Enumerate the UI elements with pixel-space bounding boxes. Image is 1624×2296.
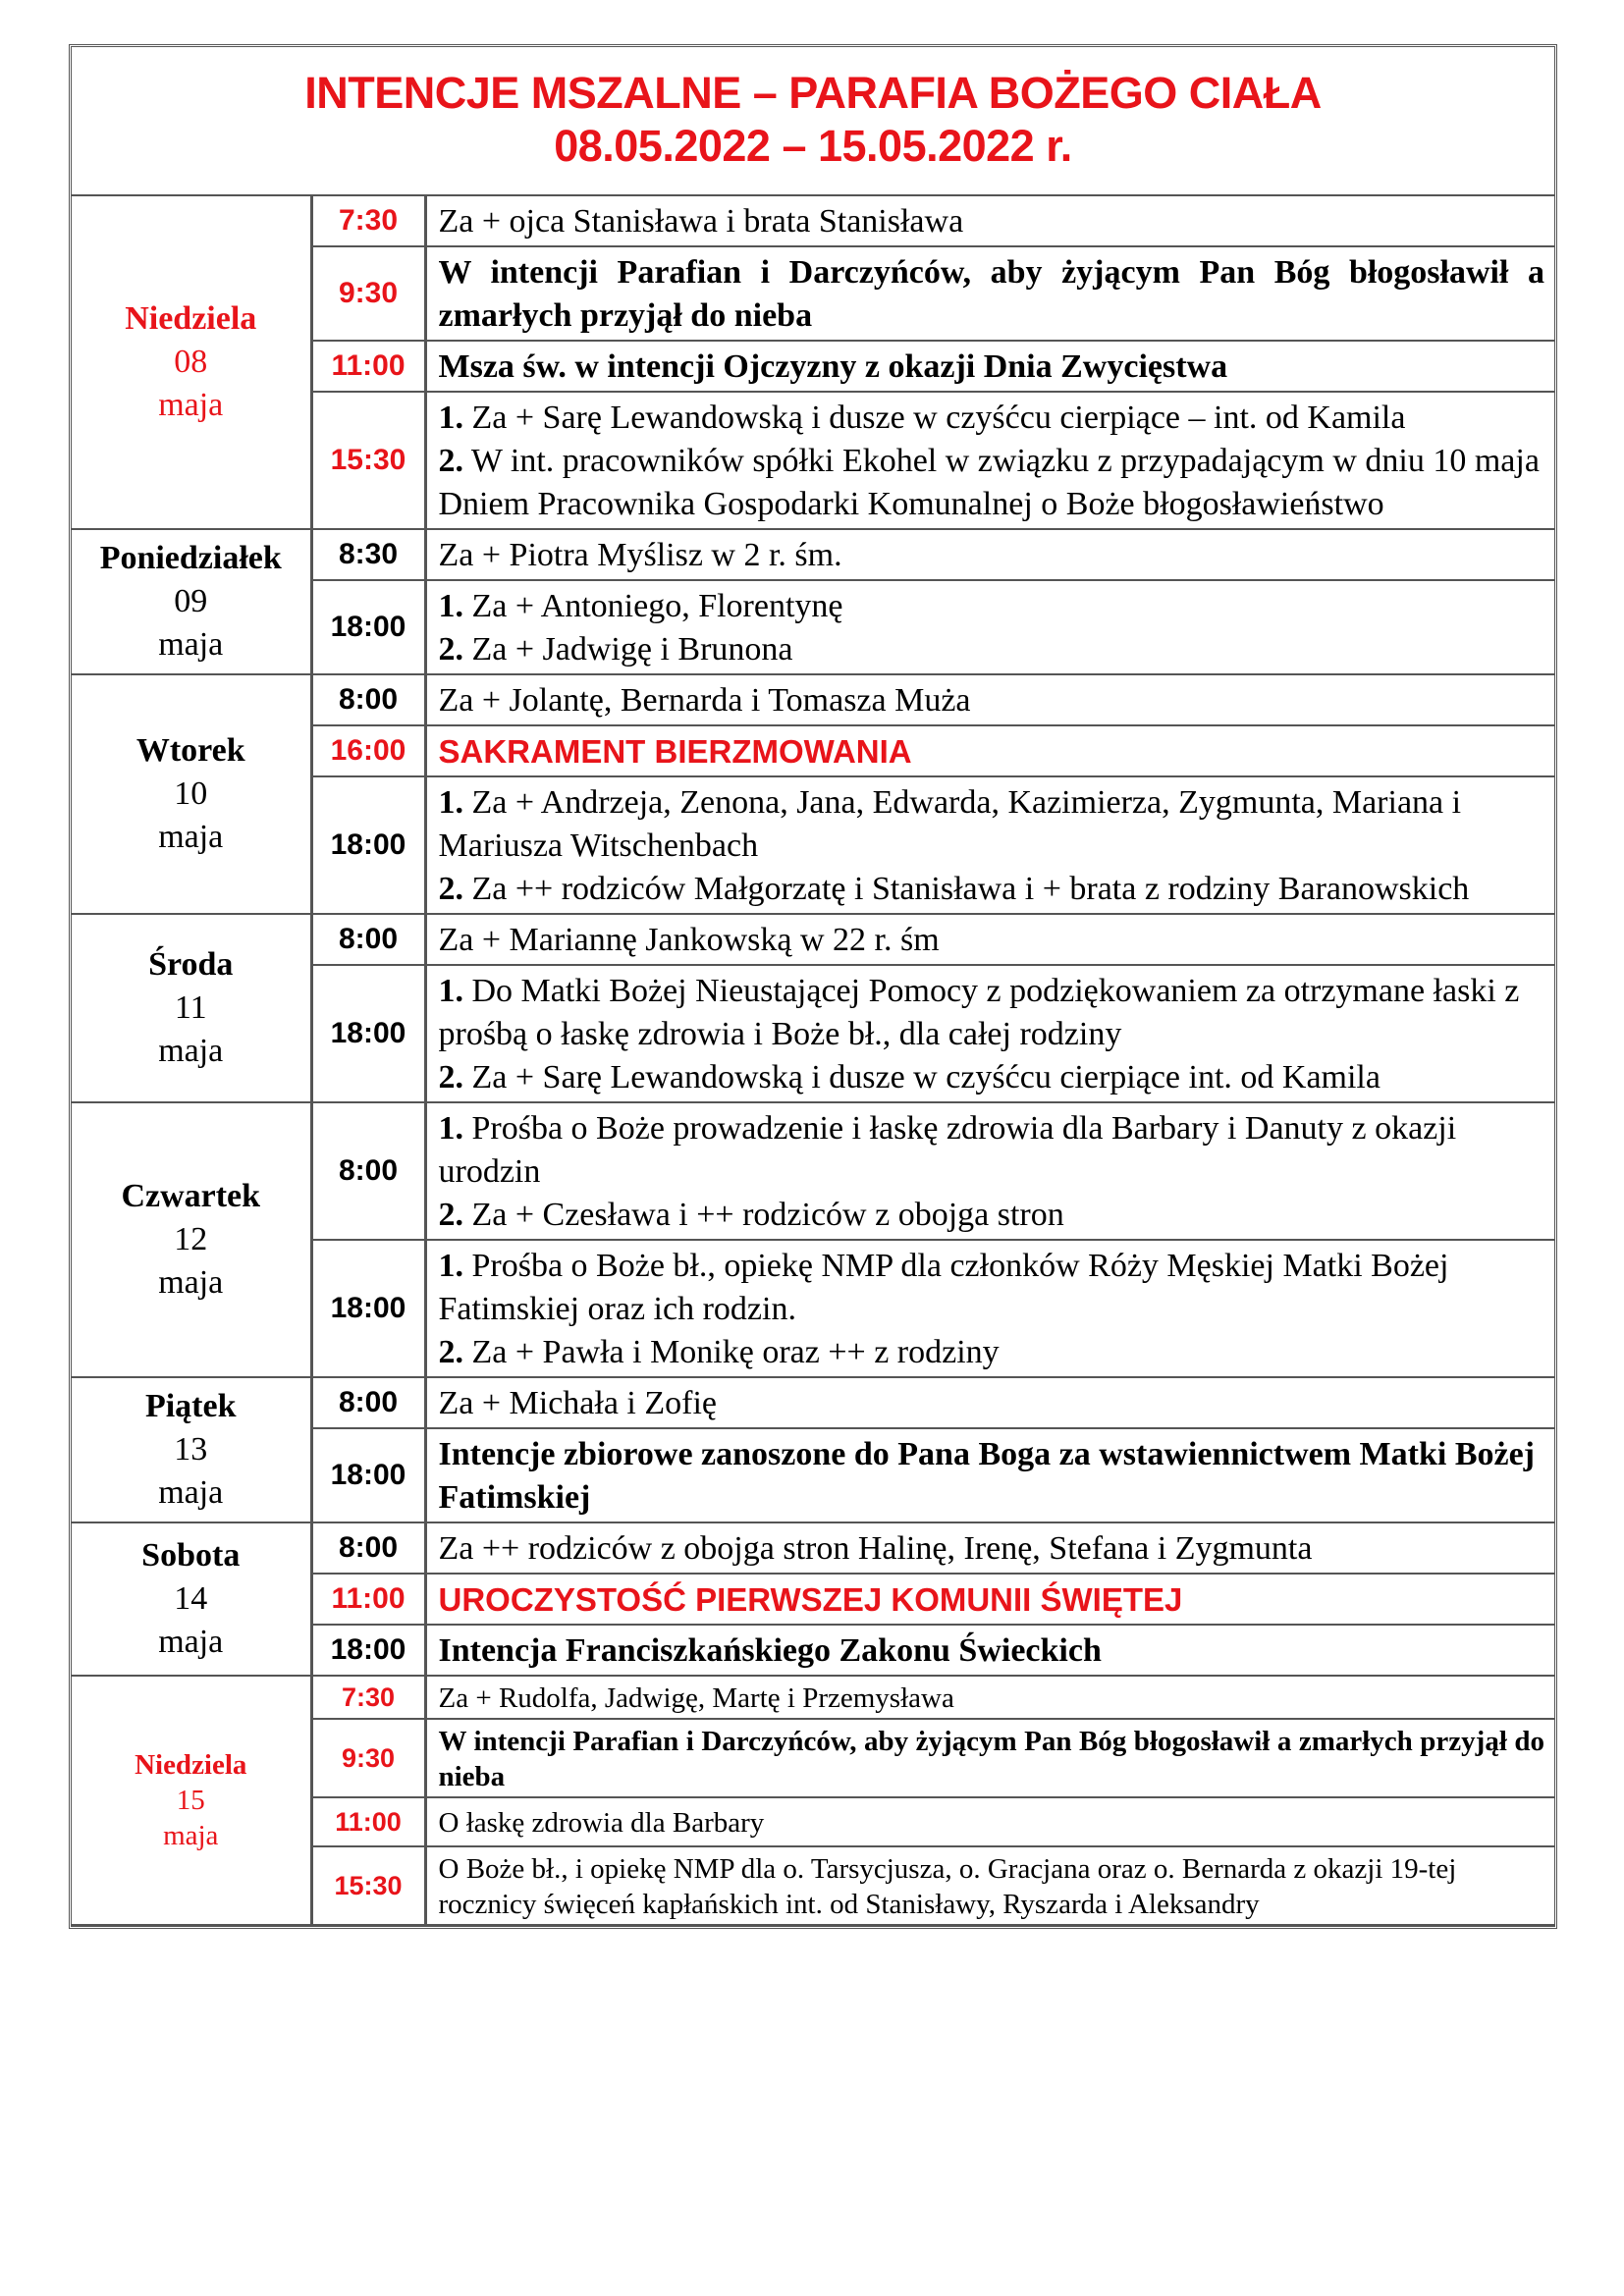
day-number: 11 — [174, 989, 207, 1026]
intention-text: W intencji Parafian i Darczyńców, aby żyjącym Pan Bóg błogosławił a zmarłych przyjął do nieba — [438, 1726, 1544, 1792]
intention-text: Za + Andrzeja, Zenona, Jana, Edwarda, Kazimierza, Zygmunta, Mariana i Mariusza Witschenbach — [438, 784, 1462, 864]
intention-text: Za + Sarę Lewandowską i dusze w czyśćcu cierpiące – int. od Kamila — [471, 400, 1406, 436]
day-name: Czwartek — [121, 1178, 261, 1214]
mass-intention — [425, 580, 1554, 674]
intention-text: Za + Jadwigę i Brunona — [471, 631, 793, 667]
intention-text: Do Matki Bożej Nieustającej Pomocy z podziękowaniem za otrzymane łaski z prośbą o łaskę zdrowia i Boże bł., dla całej rodziny — [438, 973, 1520, 1052]
day-cell — [72, 196, 311, 529]
day-number: 13 — [174, 1431, 208, 1468]
mass-time: 18:00 — [311, 965, 425, 1102]
intention-number: 2. — [438, 1334, 463, 1370]
mass-time: 7:30 — [311, 196, 425, 246]
intention-text: Za + Michała i Zofię — [438, 1385, 718, 1421]
day-cell — [72, 914, 311, 1102]
day-name: Niedziela — [135, 1749, 247, 1781]
intention-text: Za + Antoniego, Florentynę — [471, 588, 843, 624]
intention-line — [439, 970, 1545, 1056]
day-number: 12 — [174, 1221, 208, 1257]
intention-text: Za + Jolantę, Bernarda i Tomasza Muża — [438, 682, 971, 719]
intention-number: 1. — [438, 784, 463, 821]
mass-intention — [425, 1240, 1554, 1377]
mass-time: 8:30 — [311, 529, 425, 580]
mass-intention — [425, 914, 1554, 965]
intentions-sheet — [69, 44, 1557, 1929]
intention-text: Za + Piotra Myślisz w 2 r. śm. — [438, 537, 842, 573]
day-name: Środa — [148, 946, 234, 983]
day-cell — [72, 1377, 311, 1522]
mass-time: 11:00 — [311, 1574, 425, 1625]
day-number: 15 — [176, 1785, 205, 1816]
mass-time: 8:00 — [311, 674, 425, 725]
intention-text: Prośba o Boże bł., opiekę NMP dla członków Róży Męskiej Matki Bożej Fatimskiej oraz ich rodzin. — [438, 1248, 1449, 1327]
intention-number: 2. — [438, 443, 463, 479]
mass-time: 9:30 — [311, 246, 425, 341]
mass-time: 11:00 — [311, 1797, 425, 1846]
intention-number: 2. — [438, 1059, 463, 1095]
intention-number: 2. — [438, 1197, 463, 1233]
day-cell — [72, 1522, 311, 1676]
intention-number: 2. — [438, 631, 463, 667]
intention-text: O łaskę zdrowia dla Barbary — [438, 1807, 765, 1839]
intention-line — [439, 1433, 1545, 1520]
intention-number: 1. — [438, 1110, 463, 1147]
day-month: maja — [158, 626, 224, 663]
intention-line — [439, 1245, 1545, 1331]
page-title — [72, 47, 1554, 196]
intention-line — [439, 1578, 1545, 1622]
intention-line — [439, 251, 1545, 338]
mass-row — [72, 529, 1554, 580]
mass-intention — [425, 1102, 1554, 1240]
mass-intention — [425, 776, 1554, 914]
day-number: 08 — [174, 344, 208, 380]
mass-time: 15:30 — [311, 1846, 425, 1925]
mass-row — [72, 1522, 1554, 1574]
mass-intention — [425, 1522, 1554, 1574]
intention-line — [439, 1382, 1545, 1425]
intention-line — [439, 1331, 1545, 1374]
day-cell — [72, 674, 311, 914]
day-cell — [72, 1676, 311, 1925]
day-month: maja — [158, 1033, 224, 1069]
day-number: 09 — [174, 583, 208, 619]
mass-time: 18:00 — [311, 776, 425, 914]
intention-text: SAKRAMENT BIERZMOWANIA — [438, 733, 912, 770]
mass-time: 18:00 — [311, 580, 425, 674]
intention-line — [439, 200, 1545, 243]
mass-row — [72, 674, 1554, 725]
mass-time: 18:00 — [311, 1428, 425, 1522]
mass-row — [72, 1676, 1554, 1719]
mass-intention — [425, 1676, 1554, 1719]
intention-line — [439, 868, 1545, 911]
mass-row — [72, 196, 1554, 246]
intention-text: Za + Pawła i Monikę oraz ++ z rodziny — [471, 1334, 1000, 1370]
mass-intention — [425, 1846, 1554, 1925]
day-month: maja — [158, 1264, 224, 1301]
mass-row — [72, 1102, 1554, 1240]
intention-text: O Boże bł., i opiekę NMP dla o. Tarsycjusza, o. Gracjana oraz o. Bernarda z okazji 19-tej rocznicy święceń kapłańskich int. od Stanisławy, Ryszarda i Aleksandry — [438, 1853, 1457, 1920]
day-month: maja — [158, 819, 224, 855]
mass-intention — [425, 529, 1554, 580]
intention-line — [439, 628, 1545, 671]
mass-row — [72, 914, 1554, 965]
intention-number: 1. — [438, 400, 463, 436]
intention-line — [439, 1527, 1545, 1571]
day-number: 10 — [174, 775, 208, 812]
intention-text: Za + Rudolfa, Jadwigę, Martę i Przemysława — [438, 1682, 954, 1714]
mass-intention — [425, 1574, 1554, 1625]
intention-line — [439, 440, 1545, 526]
day-cell — [72, 529, 311, 674]
day-cell — [72, 1102, 311, 1377]
mass-time: 7:30 — [311, 1676, 425, 1719]
day-name: Piątek — [144, 1388, 237, 1424]
intention-text: W intencji Parafian i Darczyńców, aby żyjącym Pan Bóg błogosławił a zmarłych przyjął do nieba — [438, 254, 1544, 334]
schedule-body — [72, 196, 1554, 1925]
day-name: Sobota — [141, 1537, 241, 1574]
mass-intention — [425, 725, 1554, 776]
intention-text: Prośba o Boże prowadzenie i łaskę zdrowia dla Barbary i Danuty z okazji urodzin — [438, 1110, 1457, 1190]
mass-intention — [425, 1797, 1554, 1846]
intention-line — [439, 534, 1545, 577]
intention-text: Za ++ rodziców z obojga stron Halinę, Irenę, Stefana i Zygmunta — [438, 1530, 1313, 1567]
mass-intention — [425, 965, 1554, 1102]
mass-time: 18:00 — [311, 1625, 425, 1676]
mass-time: 8:00 — [311, 1522, 425, 1574]
intention-text: Za + Czesława i ++ rodziców z obojga stron — [471, 1197, 1064, 1233]
intention-line — [439, 346, 1545, 389]
intention-line — [439, 1724, 1545, 1794]
intention-text: Za + ojca Stanisława i brata Stanisława — [438, 203, 964, 240]
mass-time: 8:00 — [311, 914, 425, 965]
intention-text: UROCZYSTOŚĆ PIERWSZEJ KOMUNII ŚWIĘTEJ — [438, 1581, 1183, 1618]
mass-time: 9:30 — [311, 1719, 425, 1797]
day-name: Poniedziałek — [99, 540, 282, 576]
intention-line — [439, 781, 1545, 868]
title-line-1: INTENCJE MSZALNE – PARAFIA BOŻEGO CIAŁA — [304, 68, 1322, 118]
mass-row — [72, 1377, 1554, 1428]
intention-text: Intencje zbiorowe zanoszone do Pana Boga za wstawiennictwem Matki Bożej Fatimskiej — [438, 1436, 1536, 1516]
mass-time: 15:30 — [311, 392, 425, 529]
intention-text: Za ++ rodziców Małgorzatę i Stanisława i + brata z rodziny Baranowskich — [471, 871, 1470, 907]
day-month: maja — [158, 1624, 224, 1660]
intention-line — [439, 679, 1545, 722]
day-name: Wtorek — [135, 732, 245, 769]
intention-line — [439, 1056, 1545, 1099]
intention-line — [439, 1194, 1545, 1237]
intention-line — [439, 919, 1545, 962]
mass-time: 16:00 — [311, 725, 425, 776]
intention-line — [439, 730, 1545, 774]
intention-line — [439, 1681, 1545, 1716]
mass-intention — [425, 341, 1554, 392]
intention-line — [439, 1107, 1545, 1194]
intention-number: 1. — [438, 588, 463, 624]
mass-intention — [425, 1377, 1554, 1428]
mass-time: 8:00 — [311, 1377, 425, 1428]
mass-time: 18:00 — [311, 1240, 425, 1377]
mass-intention — [425, 1428, 1554, 1522]
intention-text: Intencja Franciszkańskiego Zakonu Świeckich — [438, 1632, 1102, 1669]
mass-intention — [425, 674, 1554, 725]
intention-line — [439, 1851, 1545, 1922]
day-number: 14 — [174, 1580, 208, 1617]
intention-line — [439, 397, 1545, 440]
intention-number: 2. — [438, 871, 463, 907]
intention-line — [439, 585, 1545, 628]
intention-text: Za + Mariannę Jankowską w 22 r. śm — [438, 922, 940, 958]
day-month: maja — [163, 1820, 219, 1851]
day-name: Niedziela — [125, 300, 257, 337]
intention-line — [439, 1629, 1545, 1673]
day-month: maja — [158, 387, 224, 423]
intention-number: 1. — [438, 1248, 463, 1284]
mass-intention — [425, 392, 1554, 529]
intention-number: 1. — [438, 973, 463, 1009]
schedule-table — [72, 196, 1554, 1926]
mass-time: 8:00 — [311, 1102, 425, 1240]
day-month: maja — [158, 1474, 224, 1511]
mass-intention — [425, 246, 1554, 341]
intention-text: Za + Sarę Lewandowską i dusze w czyśćcu cierpiące int. od Kamila — [471, 1059, 1380, 1095]
mass-intention — [425, 1625, 1554, 1676]
intention-line — [439, 1805, 1545, 1841]
mass-intention — [425, 1719, 1554, 1797]
mass-time: 11:00 — [311, 341, 425, 392]
intention-text: W int. pracowników spółki Ekohel w związku z przypadającym w dniu 10 maja Dniem Pracownika Gospodarki Komunalnej o Boże błogosławieństwo — [438, 443, 1540, 522]
intention-text: Msza św. w intencji Ojczyzny z okazji Dnia Zwycięstwa — [438, 348, 1228, 385]
mass-intention — [425, 196, 1554, 246]
title-line-2: 08.05.2022 – 15.05.2022 r. — [554, 121, 1072, 171]
